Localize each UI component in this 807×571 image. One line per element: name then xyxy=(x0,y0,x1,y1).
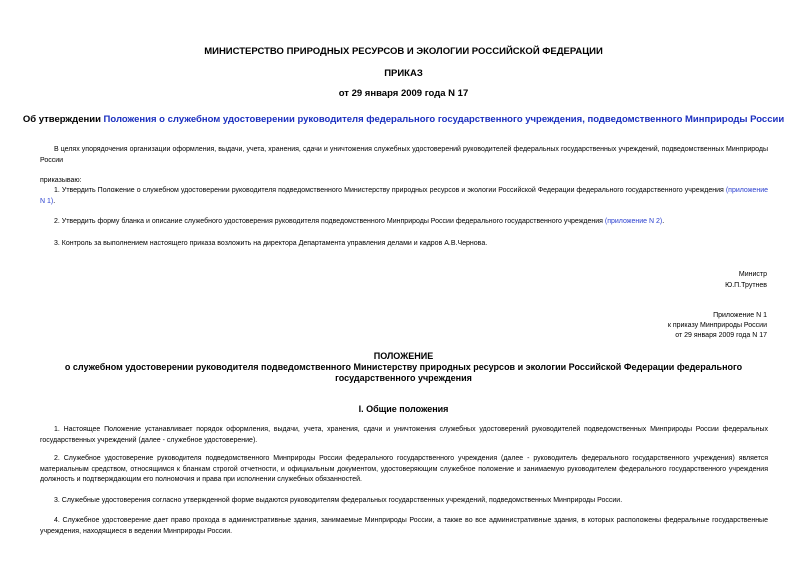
subject-link[interactable]: Положения о служебном удостоверении руководителя федерального государственного учреждения, подведомственного Минприроды России xyxy=(103,114,785,125)
item-1-text: 1. Утвердить Положение о служебном удостоверении руководителя подведомственного Министерству природных ресурсов и экологии Российской Федерации федерального государственного учреждения xyxy=(54,187,726,194)
ministry-heading: МИНИСТЕРСТВО ПРИРОДНЫХ РЕСУРСОВ И ЭКОЛОГИИ РОССИЙСКОЙ ФЕДЕРАЦИИ xyxy=(204,46,603,57)
regulation-title: ПОЛОЖЕНИЕ xyxy=(373,351,434,361)
regulation-paragraph-4: 4. Служебное удостоверение дает право прохода в административные здания, занимаемые Минприроды России, а также во все административные здания, в которых расположены федеральные государственные учреждения, находящиеся в ведении Минприроды России. xyxy=(40,517,768,535)
item-2-end: . xyxy=(662,218,665,225)
appendix-line-1: Приложение N 1 xyxy=(713,312,767,319)
doc-type-heading: ПРИКАЗ xyxy=(384,68,423,79)
signature-title: Министр xyxy=(738,271,767,278)
subject-heading xyxy=(0,114,807,126)
regulation-paragraph-1: 1. Настоящее Положение устанавливает порядок оформления, выдачи, учета, хранения, сдачи и уничтожения служебных удостоверений руководителей подведомственных Минприроды России федеральных государственных учреждений (далее - служебное удостоверение). xyxy=(40,426,768,444)
regulation-subtitle xyxy=(60,362,747,384)
regulation-paragraph-2: 2. Служебное удостоверение руководителя подведомственного Минприроды России федерального государственного учреждения (далее - руководитель федерального государственного учреждения) является материальным средством, относящимся к бланкам строгой отчетности, и официальным документом, удостоверяющим служебное положение и занимаемую руководителем федерального государственного учреждения должность и подтверждающим его полномочия и права при исполнении служебных обязанностей. xyxy=(40,455,768,483)
regulation-paragraph-3: 3. Служебные удостоверения согласно утвержденной форме выдаются руководителям федеральных государственных учреждений, подведомственных Минприроды России. xyxy=(54,497,623,504)
section-heading: I. Общие положения xyxy=(358,404,449,414)
order-word: приказываю: xyxy=(40,177,82,184)
regulation-subtitle-line-2: государственного учреждения xyxy=(335,373,472,383)
signature-name: Ю.П.Трутнев xyxy=(725,282,767,289)
preamble-paragraph: В целях упорядочения организации оформления, выдачи, учета, хранения, сдачи и уничтожения служебных удостоверений руководителей федеральных государственных учреждений, подведомственных Минприроды России xyxy=(40,146,768,164)
item-2-paragraph xyxy=(40,217,768,228)
appendix-2-link[interactable]: (приложение N 2) xyxy=(604,218,663,225)
subject-prefix: Об утверждении xyxy=(22,114,104,125)
doc-date-heading: от 29 января 2009 года N 17 xyxy=(338,88,469,99)
item-1-end: . xyxy=(53,197,56,205)
appendix-1-link[interactable]: (приложение N 1) xyxy=(40,187,768,205)
item-2-text: 2. Утвердить форму бланка и описание служебного удостоверения руководителя подведомственного Минприроды России федерального государственного учреждения xyxy=(54,218,605,225)
item-3-paragraph: 3. Контроль за выполнением настоящего приказа возложить на директора Департамента управления делами и кадров А.В.Чернова. xyxy=(54,240,488,247)
regulation-subtitle-line-1: о служебном удостоверении руководителя подведомственного Министерству природных ресурсов и экологии Российской Федерации федерального xyxy=(64,362,743,372)
item-1-paragraph xyxy=(40,186,768,207)
appendix-line-2: к приказу Минприроды России xyxy=(667,322,767,329)
appendix-line-3: от 29 января 2009 года N 17 xyxy=(675,332,767,339)
